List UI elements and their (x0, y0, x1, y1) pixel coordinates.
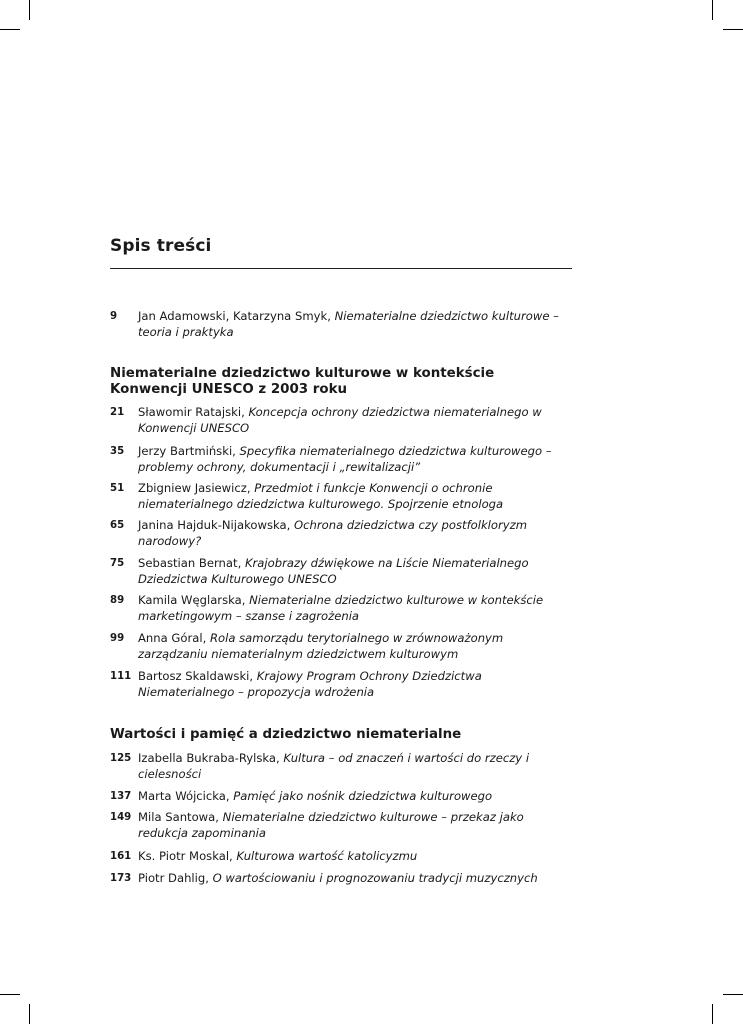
entry-title: Kulturowa wartość katolicyzmu (236, 849, 418, 863)
entry-title: Niematerialne dziedzictwo kulturowe w kontekście marketingowym – szanse i zagrożenia (138, 593, 544, 623)
entry-author: Ks. Piotr Moskal (138, 849, 230, 863)
page-number: 161 (110, 851, 132, 862)
entry-title: Przedmiot i funkcje Konwencji o ochronie niematerialnego dziedzictwa kulturowego. Spojrzenie etnologa (138, 481, 504, 511)
crop-mark (29, 1004, 30, 1024)
entry-author: Bartosz Skaldawski (138, 669, 250, 683)
entry-author: Sławomir Ratajski (138, 405, 242, 419)
page-number: 35 (110, 446, 125, 457)
page-number: 173 (110, 873, 132, 884)
crop-mark (723, 29, 743, 30)
entry-author: Zbigniew Jasiewicz (138, 481, 247, 495)
crop-mark (0, 994, 20, 995)
toc-entry: 111 Bartosz Skaldawski, Krajowy Program Ochrony Dziedzictwa Niematerialnego – propozycja wdrożenia (110, 669, 482, 699)
page-number: 21 (110, 407, 125, 418)
title-rule (110, 268, 572, 269)
page-number: 75 (110, 558, 125, 569)
entry-author: Janina Hajduk-Nijakowska (138, 518, 287, 532)
toc-entry: 35 Jerzy Bartmiński, Specyfika niematerialnego dziedzictwa kulturowego – problemy ochrony, dokumentacji i „rewitalizacji” (110, 444, 552, 474)
page-number: 51 (110, 483, 125, 494)
entry-title: Rola samorządu terytorialnego w zrównoważonym zarządzaniu niematerialnym dziedzictwem kulturowym (138, 631, 504, 661)
toc-entry: 75 Sebastian Bernat, Krajobrazy dźwiękowe na Liście Niematerialnego Dziedzictwa Kulturowego UNESCO (110, 556, 529, 586)
entry-title: Koncepcja ochrony dziedzictwa niematerialnego w Konwencji UNESCO (138, 405, 542, 435)
entry-author: Marta Wójcicka (138, 789, 226, 803)
entry-title: Niematerialne dziedzictwo kulturowe – przekaz jako redukcja zapominania (138, 810, 524, 840)
page-title: Spis treści (110, 236, 212, 256)
entry-title: Krajowy Program Ochrony Dziedzictwa Niematerialnego – propozycja wdrożenia (138, 669, 482, 699)
section-heading: Wartości i pamięć a dziedzictwo niematerialne (110, 727, 462, 742)
page-number: 65 (110, 520, 125, 531)
toc-entry: 51 Zbigniew Jasiewicz, Przedmiot i funkcje Konwencji o ochronie niematerialnego dziedzictwa kulturowego. Spojrzenie etnologa (110, 481, 504, 511)
toc-entry: 125 Izabella Bukraba-Rylska, Kultura – od znaczeń i wartości do rzeczy i cielesności (110, 751, 530, 781)
entry-title: Pamięć jako nośnik dziedzictwa kulturowego (233, 789, 493, 803)
crop-mark (0, 29, 20, 30)
entry-author: Sebastian Bernat (138, 556, 238, 570)
page-number: 9 (110, 311, 118, 322)
toc-entry: 21 Sławomir Ratajski, Koncepcja ochrony dziedzictwa niematerialnego w Konwencji UNESCO (110, 405, 542, 435)
entry-title: Specyfika niematerialnego dziedzictwa kulturowego – problemy ochrony, dokumentacji i „rewitalizacji” (138, 444, 552, 474)
toc-entry: 173 Piotr Dahlig, O wartościowaniu i prognozowaniu tradycji muzycznych (110, 871, 538, 885)
page-number: 137 (110, 791, 132, 802)
entry-author: Mila Santowa (138, 810, 216, 824)
crop-mark (723, 994, 743, 995)
page-number: 149 (110, 812, 132, 823)
toc-entry: 89 Kamila Węglarska, Niematerialne dziedzictwo kulturowe w kontekście marketingowym – szanse i zagrożenia (110, 593, 544, 623)
entry-title: Niematerialne dziedzictwo kulturowe – teoria i praktyka (138, 309, 559, 339)
section-heading: Niematerialne dziedzictwo kulturowe w kontekście Konwencji UNESCO z 2003 roku (110, 366, 495, 397)
entry-author: Piotr Dahlig (138, 871, 206, 885)
toc-entry: 65 Janina Hajduk-Nijakowska, Ochrona dziedzictwa czy postfolkloryzm narodowy? (110, 518, 527, 548)
page-number: 125 (110, 753, 132, 764)
page-number: 111 (110, 671, 132, 682)
toc-entry: 9 Jan Adamowski, Katarzyna Smyk, Niematerialne dziedzictwo kulturowe – teoria i praktyka (110, 309, 559, 339)
entry-title: O wartościowaniu i prognozowaniu tradycji muzycznych (212, 871, 538, 885)
entry-author: Jerzy Bartmiński (138, 444, 233, 458)
page-number: 89 (110, 595, 125, 606)
toc-entry: 99 Anna Góral, Rola samorządu terytorialnego w zrównoważonym zarządzaniu niematerialnym dziedzictwem kulturowym (110, 631, 504, 661)
toc-entry: 149 Mila Santowa, Niematerialne dziedzictwo kulturowe – przekaz jako redukcja zapominania (110, 810, 524, 840)
entry-title: Kultura – od znaczeń i wartości do rzeczy i cielesności (138, 751, 530, 781)
crop-mark (29, 0, 30, 20)
entry-author: Izabella Bukraba-Rylska (138, 751, 277, 765)
page-number: 99 (110, 633, 125, 644)
toc-entry: 161 Ks. Piotr Moskal, Kulturowa wartość katolicyzmu (110, 849, 418, 863)
entry-title: Krajobrazy dźwiękowe na Liście Niematerialnego Dziedzictwa Kulturowego UNESCO (138, 556, 529, 586)
entry-author: Jan Adamowski, Katarzyna Smyk (138, 309, 328, 323)
entry-author: Kamila Węglarska (138, 593, 242, 607)
entry-author: Anna Góral (138, 631, 203, 645)
crop-mark (712, 1004, 713, 1024)
crop-mark (712, 0, 713, 20)
entry-title: Ochrona dziedzictwa czy postfolkloryzm narodowy? (138, 518, 527, 548)
toc-entry: 137 Marta Wójcicka, Pamięć jako nośnik dziedzictwa kulturowego (110, 789, 493, 803)
